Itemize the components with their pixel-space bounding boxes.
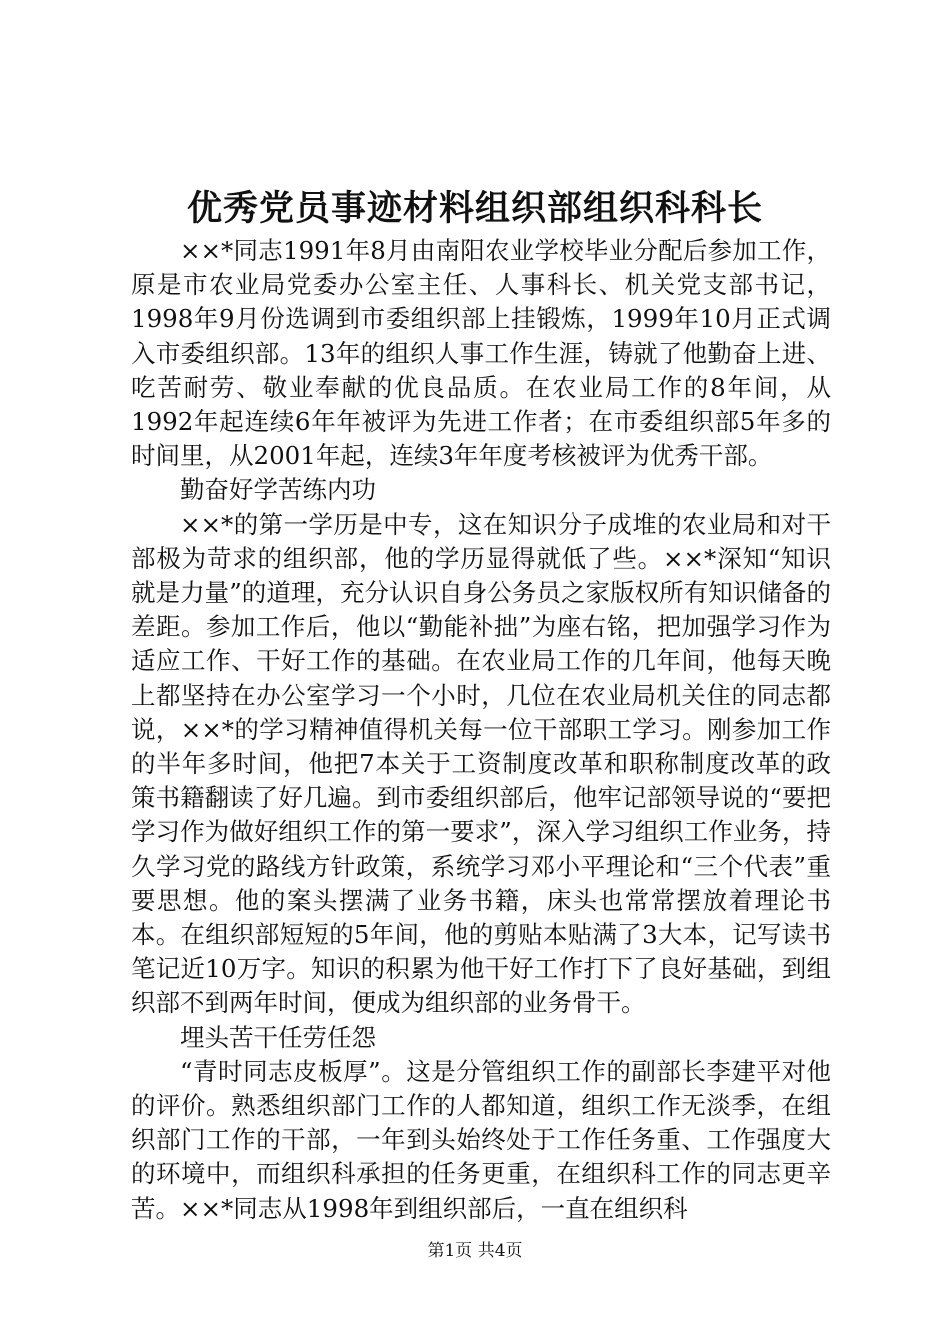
page-number-footer: 第1页 共4页 xyxy=(427,1241,523,1261)
document-body xyxy=(131,234,831,1226)
paragraph-hardwork: “青时同志皮板厚”。这是分管组织工作的副部长李建平对他的评价。熟悉组织部门工作的人都知道，组织工作无淡季，在组织部门工作的干部，一年到头始终处于工作任务重、工作强度大的环境中，而组织科承担的任务更重，在组织科工作的同志更辛苦。××*同志从1998年到组织部后，一直在组织科 xyxy=(131,1056,831,1223)
section-heading-hardwork: 埋头苦干任劳任怨 xyxy=(180,1022,376,1052)
paragraph-intro: ××*同志1991年8月由南阳农业学校毕业分配后参加工作，原是市农业局党委办公室主任、人事科长、机关党支部书记，1998年9月份选调到市委组织部上挂锻炼，1999年10月正式调入市委组织部。13年的组织人事工作生涯，铸就了他勤奋上进、吃苦耐劳、敬业奉献的优良品质。在农业局工作的8年间，从1992年起连续6年年被评为先进工作者；在市委组织部5年多的时间里，从2001年起，连续3年年度考核被评为优秀干部。 xyxy=(131,236,831,471)
paragraph-study: ××*的第一学历是中专，这在知识分子成堆的农业局和对干部极为苛求的组织部，他的学历显得就低了些。××*深知“知识就是力量”的道理，充分认识自身公务员之家版权所有知识储备的差距。参加工作后，他以“勤能补拙”为座右铭，把加强学习作为适应工作、干好工作的基础。在农业局工作的几年间，他每天晚上都坚持在办公室学习一个小时，几位在农业局机关住的同志都说，××*的学习精神值得机关每一位干部职工学习。刚参加工作的半年多时间，他把7本关于工资制度改革和职称制度改革的政策书籍翻读了好几遍。到市委组织部后，他牢记部领导说的“要把学习作为做好组织工作的第一要求”，深入学习组织工作业务，持久学习党的路线方针政策，系统学习邓小平理论和“三个代表”重要思想。他的案头摆满了业务书籍，床头也常常摆放着理论书本。在组织部短短的5年间，他的剪贴本贴满了3大本，记写读书笔记近10万字。知识的积累为他干好工作打下了良好基础，到组织部不到两年时间，便成为组织部的业务骨干。 xyxy=(131,509,831,1018)
document-title: 优秀党员事迹材料组织部组织科科长 xyxy=(186,188,763,229)
section-heading-study: 勤奋好学苦练内功 xyxy=(180,475,376,505)
